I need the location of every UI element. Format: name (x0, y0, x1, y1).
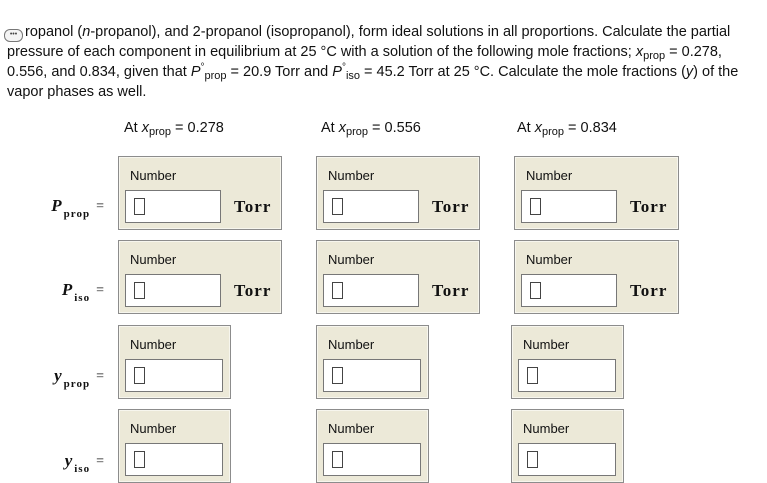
unit-label: Torr (234, 197, 272, 216)
p-prop-input-2[interactable] (323, 190, 419, 223)
p-prop-answer-box-2 (316, 156, 480, 230)
y-iso-input-2[interactable] (323, 443, 421, 476)
text-cursor-icon (530, 282, 541, 299)
p-iso-input-2[interactable] (323, 274, 419, 307)
text-cursor-icon (332, 451, 343, 468)
question-text: ropanol (n-propanol), and 2-propanol (isopropanol), form ideal solutions in all proportions. Calculate the partial pressure of each component in equilibrium at 25 °C with a solution of the following mole fractions; $x_{prop} = 0.278$, 0.556, and 0.834, given that $P^\circ_{prop} = 20.9$ Torr and $P^\circ_{iso} = 45.2$ Torr at 25 °C. Calculate the mole fractions (y) of the vapor phases as well. (7, 24, 739, 100)
text-cursor-icon (332, 282, 343, 299)
number-label: Number (130, 168, 177, 183)
y-iso-answer-box-3 (511, 409, 624, 483)
number-label: Number (328, 337, 375, 352)
text-cursor-icon (134, 198, 145, 215)
column-header-1: At $x_{prop} = 0.278$ (124, 120, 224, 138)
number-label: Number (130, 337, 177, 352)
y-iso-input-1[interactable] (125, 443, 223, 476)
p-prop-answer-box-3 (514, 156, 679, 230)
column-header-2: At $x_{prop} = 0.556$ (321, 120, 421, 138)
p-iso-answer-box-3 (514, 240, 679, 314)
text-cursor-icon (134, 282, 145, 299)
column-header-3: At $x_{prop} = 0.834$ (517, 120, 617, 138)
unit-label: Torr (630, 197, 668, 216)
unit-label: Torr (432, 281, 470, 300)
number-label: Number (526, 252, 573, 267)
text-cursor-icon (527, 367, 538, 384)
y-iso-input-3[interactable] (518, 443, 616, 476)
p-iso-answer-box-1 (118, 240, 282, 314)
unit-label: Torr (630, 281, 668, 300)
row-label-p-iso: P $_{iso}$ = (61, 280, 104, 304)
text-cursor-icon (134, 451, 145, 468)
y-iso-answer-box-2 (316, 409, 429, 483)
number-label: Number (328, 168, 375, 183)
row-label-y-iso: y $_{iso}$ = (64, 451, 104, 475)
p-prop-answer-box-1 (118, 156, 282, 230)
y-prop-answer-box-3 (511, 325, 624, 399)
number-label: Number (523, 421, 570, 436)
y-iso-answer-box-1 (118, 409, 231, 483)
text-cursor-icon (527, 451, 538, 468)
text-cursor-icon (134, 367, 145, 384)
p-prop-input-1[interactable] (125, 190, 221, 223)
p-iso-answer-box-2 (316, 240, 480, 314)
text-cursor-icon (332, 367, 343, 384)
unit-label: Torr (234, 281, 272, 300)
y-prop-answer-box-2 (316, 325, 429, 399)
y-prop-answer-box-1 (118, 325, 231, 399)
y-prop-input-1[interactable] (125, 359, 223, 392)
y-prop-input-2[interactable] (323, 359, 421, 392)
p-prop-input-3[interactable] (521, 190, 617, 223)
p-iso-input-1[interactable] (125, 274, 221, 307)
number-label: Number (130, 421, 177, 436)
number-label: Number (523, 337, 570, 352)
number-label: Number (328, 421, 375, 436)
number-label: Number (526, 168, 573, 183)
p-iso-input-3[interactable] (521, 274, 617, 307)
y-prop-input-3[interactable] (518, 359, 616, 392)
row-label-y-prop: y $_{prop}$ = (54, 366, 104, 390)
speech-bubble-icon[interactable]: ••• (4, 29, 23, 42)
row-label-p-prop: P $_{prop}$ = (51, 196, 104, 220)
number-label: Number (130, 252, 177, 267)
text-cursor-icon (530, 198, 541, 215)
number-label: Number (328, 252, 375, 267)
text-cursor-icon (332, 198, 343, 215)
unit-label: Torr (432, 197, 470, 216)
